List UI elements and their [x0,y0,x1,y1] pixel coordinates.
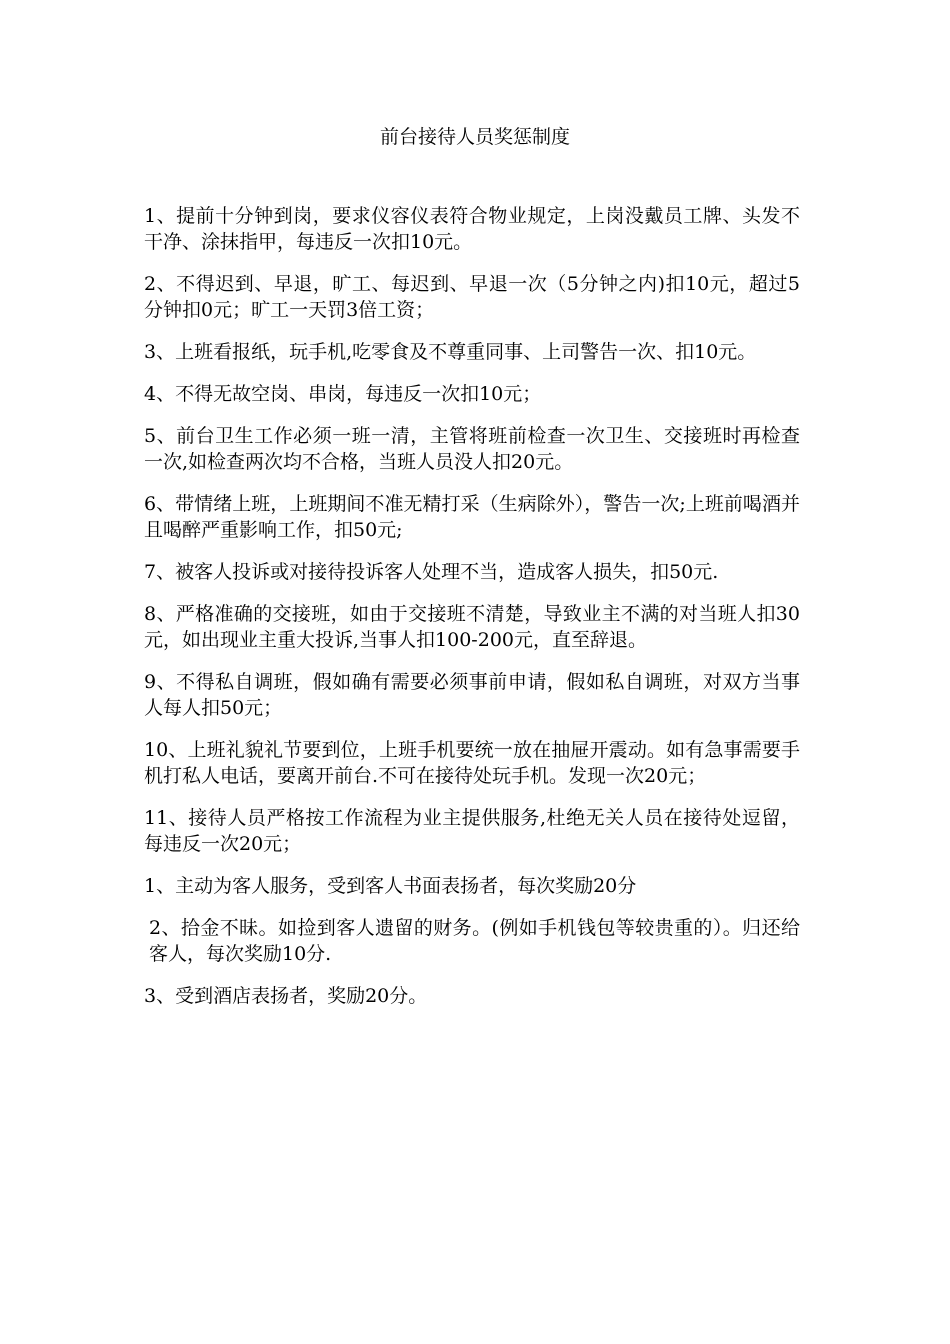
rule-4: 4、不得无故空岗、串岗，每违反一次扣10元； [144,383,542,405]
rule-6: 6、带情绪上班，上班期间不准无精打采（生病除外），警告一次;上班前喝酒并且喝醉严重影响工作，扣50元; [144,493,800,541]
rule-7: 7、被客人投诉或对接待投诉客人处理不当，造成客人损失，扣50元. [144,561,719,583]
rule-1: 1、提前十分钟到岗，要求仪容仪表符合物业规定，上岗没戴员工牌、头发不干净、涂抹指甲，每违反一次扣10元。 [144,205,800,253]
document-body [144,203,800,1025]
rule-8: 8、严格准确的交接班，如由于交接班不清楚，导致业主不满的对当班人扣30元，如出现业主重大投诉,当事人扣100-200元，直至辞退。 [144,603,800,651]
rule-11: 11、接待人员严格按工作流程为业主提供服务,杜绝无关人员在接待处逗留，每违反一次20元； [144,807,800,855]
rule-2: 2、不得迟到、早退，旷工、每迟到、早退一次（5分钟之内)扣10元，超过5分钟扣0元；旷工一天罚3倍工资； [144,273,800,321]
rule-3: 3、上班看报纸，玩手机,吃零食及不尊重同事、上司警告一次、扣10元。 [144,341,757,363]
rule-10: 10、上班礼貌礼节要到位，上班手机要统一放在抽屉开震动。如有急事需要手机打私人电话，要离开前台.不可在接待处玩手机。发现一次20元； [144,739,800,787]
reward-3: 3、受到酒店表扬者，奖励20分。 [144,985,428,1007]
reward-1: 1、主动为客人服务，受到客人书面表扬者，每次奖励20分 [144,875,637,897]
document-title: 前台接待人员奖惩制度 [379,126,570,148]
rule-9: 9、不得私自调班，假如确有需要必须事前申请，假如私自调班，对双方当事人每人扣50元； [144,671,800,719]
rule-5: 5、前台卫生工作必须一班一清，主管将班前检查一次卫生、交接班时再检查一次,如检查两次均不合格，当班人员没人扣20元。 [144,425,800,473]
reward-2: 2、拾金不昧。如捡到客人遗留的财务。(例如手机钱包等较贵重的）。归还给客人，每次奖励10分. [149,917,800,965]
